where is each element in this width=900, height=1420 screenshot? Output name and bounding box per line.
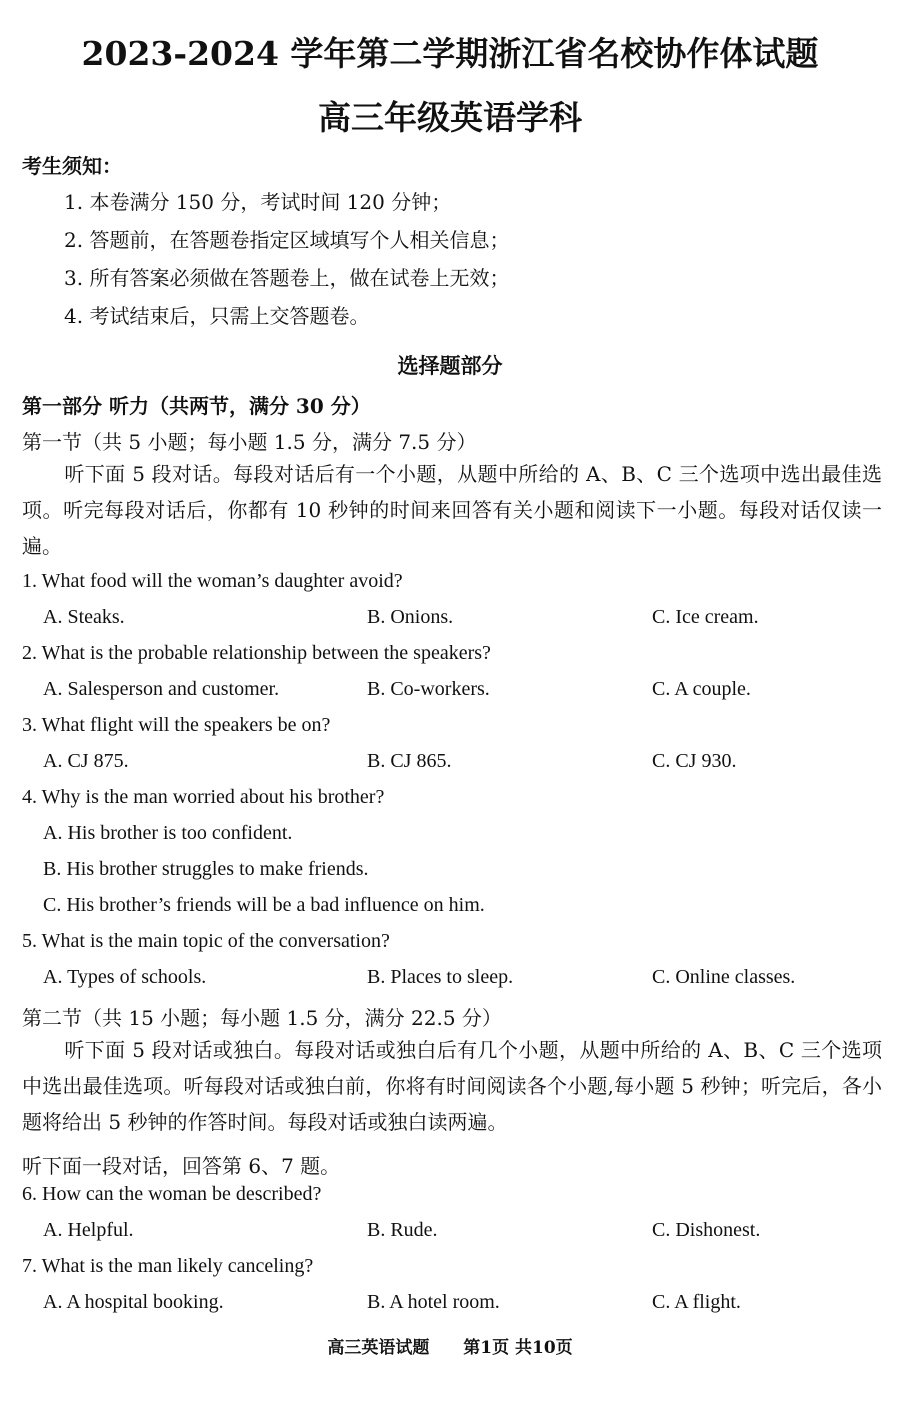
footer-page-number: 第1页 共10页 [463, 1338, 573, 1358]
option-a: A. CJ 875. [43, 750, 129, 772]
option-c: C. Online classes. [652, 966, 796, 988]
option-a: A. A hospital booking. [43, 1291, 224, 1313]
question-text: 3. What flight will the speakers be on? [22, 714, 331, 736]
option-c: C. CJ 930. [652, 750, 737, 772]
option-b: B. Places to sleep. [367, 966, 514, 988]
notice-item: 4. 考试结束后，只需上交答题卷。 [64, 304, 370, 328]
notice-item: 3. 所有答案必须做在答题卷上，做在试卷上无效； [64, 266, 510, 290]
notice-item: 2. 答题前，在答题卷指定区域填写个人相关信息； [64, 228, 510, 252]
option-b: B. Onions. [367, 606, 454, 628]
section-title: 选择题部分 [397, 353, 503, 378]
question-text: 2. What is the probable relationship between the speakers? [22, 642, 491, 664]
footer-subject: 高三英语试题 [327, 1338, 430, 1358]
notice-item: 1. 本卷满分 150 分，考试时间 120 分钟； [64, 190, 452, 214]
option-b: B. A hotel room. [367, 1291, 500, 1313]
option-a: A. Steaks. [43, 606, 125, 628]
subsection-title: 第一节（共 5 小题；每小题 1.5 分，满分 7.5 分） [22, 430, 477, 454]
option-a: A. Helpful. [43, 1219, 134, 1241]
part-title: 第一部分 听力（共两节，满分 30 分） [22, 394, 371, 418]
question-text: 5. What is the main topic of the conversation? [22, 930, 390, 952]
dialogue-lead: 听下面一段对话，回答第 6、7 题。 [22, 1154, 341, 1178]
option-a: A. Types of schools. [43, 966, 207, 988]
question-text: 4. Why is the man worried about his brother? [22, 786, 385, 808]
question-text: 6. How can the woman be described? [22, 1183, 322, 1205]
subsection-title: 第二节（共 15 小题；每小题 1.5 分，满分 22.5 分） [22, 1006, 502, 1030]
option-c: C. A couple. [652, 678, 751, 700]
option-c: C. Ice cream. [652, 606, 759, 628]
option-b: B. Rude. [367, 1219, 438, 1241]
option-c: C. A flight. [652, 1291, 741, 1313]
exam-subtitle: 高三年级英语学科 [318, 98, 582, 137]
option-b: B. Co-workers. [367, 678, 490, 700]
option-a: A. His brother is too confident. [43, 822, 293, 844]
notice-label: 考生须知： [22, 154, 122, 178]
instructions-paragraph: 听下面 5 段对话或独白。每段对话或独白后有几个小题，从题中所给的 A、B、C 三个选项中选出最佳选项。听每段对话或独白前，你将有时间阅读各个小题,每小题 5 秒钟；听完后，各小题将给出 5 秒钟的作答时间。每段对话或独白读两遍。 [22, 1038, 882, 1134]
option-a: A. Salesperson and customer. [43, 678, 280, 700]
option-c: C. Dishonest. [652, 1219, 761, 1241]
option-c: C. His brother’s friends will be a bad influence on him. [43, 894, 485, 916]
question-text: 1. What food will the woman’s daughter avoid? [22, 570, 403, 592]
exam-title: 2023-2024 学年第二学期浙江省名校协作体试题 [81, 34, 819, 73]
page-footer [0, 1333, 900, 1358]
instructions-paragraph: 听下面 5 段对话。每段对话后有一个小题，从题中所给的 A、B、C 三个选项中选出最佳选项。听完每段对话后，你都有 10 秒钟的时间来回答有关小题和阅读下一小题。每段对话仅读一遍。 [22, 462, 882, 558]
option-b: B. CJ 865. [367, 750, 452, 772]
option-b: B. His brother struggles to make friends. [43, 858, 369, 880]
question-text: 7. What is the man likely canceling? [22, 1255, 314, 1277]
